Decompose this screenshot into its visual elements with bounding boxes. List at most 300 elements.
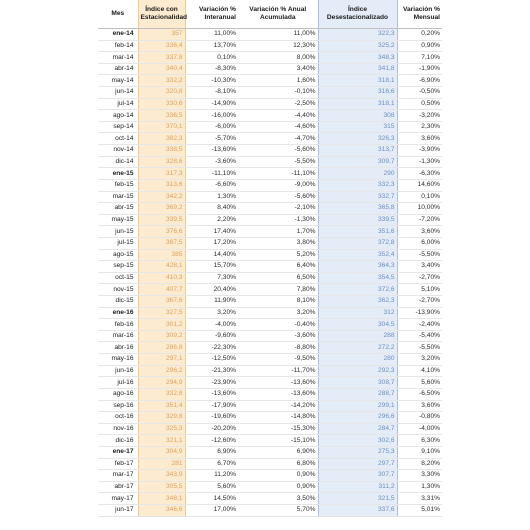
cell-variacion-mensual: 3,30% (397, 470, 442, 482)
cell-variacion-acumulada: 3,20% (238, 307, 318, 319)
cell-mes: abr-14 (98, 63, 138, 75)
table-row (98, 330, 442, 342)
cell-variacion-interanual: 0,10% (185, 52, 238, 64)
cell-mes: ene-14 (98, 29, 138, 41)
cell-variacion-acumulada: 8,10% (238, 296, 318, 308)
cell-variacion-acumulada: 1,60% (238, 75, 318, 87)
cell-variacion-mensual: 14,60% (397, 179, 442, 191)
cell-indice-estacionalidad: 387,5 (138, 237, 185, 249)
table-row (98, 87, 442, 99)
cell-variacion-acumulada: -1,30% (238, 214, 318, 226)
cell-indice-estacionalidad: 376,6 (138, 226, 185, 238)
cell-variacion-acumulada: 6,50% (238, 272, 318, 284)
table-row (98, 75, 442, 87)
header-row (98, 0, 442, 29)
cell-indice-estacionalidad: 305,5 (138, 481, 185, 493)
cell-variacion-interanual: 14,50% (185, 493, 238, 505)
table-row (98, 226, 442, 238)
cell-indice-estacionalidad: 297,1 (138, 354, 185, 366)
cell-mes: feb-17 (98, 458, 138, 470)
cell-variacion-interanual: 6,70% (185, 458, 238, 470)
header-variacion-acumulada: Variación % Anual Acumulada (238, 0, 318, 29)
cell-variacion-acumulada: 11,00% (238, 29, 318, 41)
cell-mes: oct-14 (98, 133, 138, 145)
cell-variacion-acumulada: -9,50% (238, 354, 318, 366)
cell-indice-estacionalidad: 296,2 (138, 365, 185, 377)
table-row (98, 354, 442, 366)
cell-variacion-mensual: 4,10% (397, 365, 442, 377)
cell-mes: nov-15 (98, 284, 138, 296)
cell-mes: may-17 (98, 493, 138, 505)
cell-indice-desestacionalizado: 332,3 (318, 179, 397, 191)
cell-variacion-mensual: 3,60% (397, 133, 442, 145)
cell-variacion-interanual: 6,90% (185, 446, 238, 458)
cell-indice-desestacionalizado: 318,1 (318, 75, 397, 87)
cell-variacion-interanual: -16,00% (185, 110, 238, 122)
cell-variacion-acumulada: 12,30% (238, 40, 318, 52)
cell-variacion-interanual: -3,60% (185, 156, 238, 168)
cell-mes: sep-15 (98, 261, 138, 273)
cell-variacion-mensual: -0,80% (397, 412, 442, 424)
table-row (98, 388, 442, 400)
cell-variacion-acumulada: 0,90% (238, 470, 318, 482)
cell-indice-desestacionalizado: 322,3 (318, 29, 397, 41)
cell-variacion-mensual: 1,30% (397, 481, 442, 493)
cell-indice-desestacionalizado: 307,7 (318, 470, 397, 482)
cell-variacion-interanual: -5,70% (185, 133, 238, 145)
cell-indice-desestacionalizado: 297,7 (318, 458, 397, 470)
cell-variacion-acumulada: -0,40% (238, 319, 318, 331)
cell-variacion-acumulada: -14,80% (238, 412, 318, 424)
cell-indice-desestacionalizado: 315 (318, 121, 397, 133)
cell-variacion-mensual: 5,01% (397, 504, 442, 516)
cell-mes: nov-14 (98, 145, 138, 157)
cell-indice-estacionalidad: 382,3 (138, 133, 185, 145)
cell-mes: feb-14 (98, 40, 138, 52)
table-row (98, 203, 442, 215)
cell-indice-estacionalidad: 329,8 (138, 412, 185, 424)
cell-variacion-acumulada: 8,00% (238, 52, 318, 64)
cell-indice-estacionalidad: 328,6 (138, 156, 185, 168)
table-row (98, 319, 442, 331)
cell-variacion-interanual: 7,30% (185, 272, 238, 284)
cell-variacion-acumulada: -4,60% (238, 121, 318, 133)
cell-indice-desestacionalizado: 341,8 (318, 63, 397, 75)
table-row (98, 168, 442, 180)
cell-variacion-acumulada: -8,80% (238, 342, 318, 354)
cell-indice-desestacionalizado: 354,5 (318, 272, 397, 284)
cell-indice-desestacionalizado: 290 (318, 168, 397, 180)
cell-variacion-interanual: -12,50% (185, 354, 238, 366)
table-row (98, 307, 442, 319)
cell-variacion-interanual: 14,40% (185, 249, 238, 261)
cell-variacion-interanual: -6,60% (185, 179, 238, 191)
cell-variacion-mensual: -3,20% (397, 110, 442, 122)
cell-variacion-acumulada: -5,60% (238, 191, 318, 203)
cell-indice-estacionalidad: 410,3 (138, 272, 185, 284)
table-row (98, 191, 442, 203)
cell-mes: mar-16 (98, 330, 138, 342)
header-indice-estacionalidad: Índice con Estacionalidad (138, 0, 185, 29)
cell-indice-desestacionalizado: 299,1 (318, 400, 397, 412)
cell-variacion-mensual: -1,90% (397, 63, 442, 75)
cell-variacion-acumulada: 6,40% (238, 261, 318, 273)
cell-variacion-interanual: -23,90% (185, 377, 238, 389)
cell-variacion-interanual: -6,00% (185, 121, 238, 133)
cell-variacion-mensual: 3,60% (397, 226, 442, 238)
cell-variacion-interanual: 17,40% (185, 226, 238, 238)
cell-variacion-acumulada: -3,60% (238, 330, 318, 342)
spreadsheet-table (98, 0, 442, 517)
table-row (98, 504, 442, 516)
cell-variacion-interanual: -17,90% (185, 400, 238, 412)
cell-variacion-acumulada: -15,30% (238, 423, 318, 435)
table-row (98, 342, 442, 354)
cell-mes: sep-14 (98, 121, 138, 133)
cell-variacion-acumulada: 3,40% (238, 63, 318, 75)
cell-variacion-mensual: -7,20% (397, 214, 442, 226)
table-row (98, 296, 442, 308)
cell-mes: ene-17 (98, 446, 138, 458)
cell-indice-desestacionalizado: 332,7 (318, 191, 397, 203)
cell-variacion-interanual: 5,60% (185, 481, 238, 493)
cell-variacion-interanual: 11,00% (185, 29, 238, 41)
cell-variacion-acumulada: -2,10% (238, 203, 318, 215)
cell-indice-estacionalidad: 339,5 (138, 214, 185, 226)
cell-indice-estacionalidad: 327,5 (138, 307, 185, 319)
cell-variacion-interanual: 3,20% (185, 307, 238, 319)
cell-indice-estacionalidad: 340,4 (138, 63, 185, 75)
cell-variacion-mensual: -6,90% (397, 75, 442, 87)
table-row (98, 365, 442, 377)
cell-mes: may-14 (98, 75, 138, 87)
cell-indice-desestacionalizado: 304,5 (318, 319, 397, 331)
table-row (98, 249, 442, 261)
cell-indice-estacionalidad: 367,6 (138, 296, 185, 308)
cell-variacion-mensual: 6,30% (397, 435, 442, 447)
cell-indice-estacionalidad: 301,2 (138, 319, 185, 331)
cell-variacion-interanual: -4,00% (185, 319, 238, 331)
cell-indice-desestacionalizado: 348,3 (318, 52, 397, 64)
table-row (98, 63, 442, 75)
cell-indice-desestacionalizado: 352,4 (318, 249, 397, 261)
cell-mes: feb-16 (98, 319, 138, 331)
cell-variacion-mensual: 10,00% (397, 203, 442, 215)
cell-indice-desestacionalizado: 275,3 (318, 446, 397, 458)
cell-indice-desestacionalizado: 372,6 (318, 284, 397, 296)
cell-variacion-mensual: 5,60% (397, 377, 442, 389)
cell-mes: mar-14 (98, 52, 138, 64)
cell-variacion-acumulada: -4,40% (238, 110, 318, 122)
table-row (98, 98, 442, 110)
table-row (98, 493, 442, 505)
cell-indice-estacionalidad: 281 (138, 458, 185, 470)
cell-indice-desestacionalizado: 339,5 (318, 214, 397, 226)
cell-indice-estacionalidad: 294,9 (138, 377, 185, 389)
cell-indice-desestacionalizado: 372,8 (318, 237, 397, 249)
cell-indice-desestacionalizado: 364,3 (318, 261, 397, 273)
table-body (98, 29, 442, 517)
cell-variacion-mensual: -5,40% (397, 330, 442, 342)
table-row (98, 145, 442, 157)
cell-indice-estacionalidad: 330,6 (138, 98, 185, 110)
cell-indice-estacionalidad: 304,9 (138, 446, 185, 458)
cell-variacion-mensual: -0,50% (397, 87, 442, 99)
cell-indice-desestacionalizado: 272,2 (318, 342, 397, 354)
cell-indice-estacionalidad: 325,3 (138, 423, 185, 435)
cell-indice-estacionalidad: 313,6 (138, 179, 185, 191)
table-row (98, 481, 442, 493)
cell-mes: ago-15 (98, 249, 138, 261)
cell-indice-desestacionalizado: 351,6 (318, 226, 397, 238)
cell-variacion-mensual: 0,20% (397, 29, 442, 41)
cell-variacion-acumulada: -4,70% (238, 133, 318, 145)
cell-variacion-acumulada: -11,10% (238, 168, 318, 180)
cell-variacion-acumulada: -5,50% (238, 156, 318, 168)
cell-variacion-mensual: -4,00% (397, 423, 442, 435)
cell-indice-desestacionalizado: 292,3 (318, 365, 397, 377)
cell-variacion-acumulada: -15,10% (238, 435, 318, 447)
cell-indice-estacionalidad: 346,6 (138, 504, 185, 516)
cell-variacion-interanual: 11,20% (185, 470, 238, 482)
cell-indice-estacionalidad: 317,3 (138, 168, 185, 180)
table-row (98, 261, 442, 273)
cell-variacion-mensual: 3,31% (397, 493, 442, 505)
cell-variacion-acumulada: 6,90% (238, 446, 318, 458)
cell-variacion-mensual: 3,20% (397, 354, 442, 366)
cell-mes: dic-16 (98, 435, 138, 447)
table-row (98, 29, 442, 41)
cell-variacion-interanual: -11,10% (185, 168, 238, 180)
cell-mes: jun-16 (98, 365, 138, 377)
cell-indice-estacionalidad: 337,8 (138, 52, 185, 64)
cell-indice-desestacionalizado: 318,1 (318, 98, 397, 110)
cell-indice-estacionalidad: 321,1 (138, 435, 185, 447)
cell-variacion-interanual: -13,60% (185, 145, 238, 157)
cell-variacion-acumulada: 7,80% (238, 284, 318, 296)
cell-variacion-mensual: 0,10% (397, 191, 442, 203)
cell-variacion-mensual: -3,90% (397, 145, 442, 157)
cell-variacion-interanual: 8,40% (185, 203, 238, 215)
cell-mes: sep-16 (98, 400, 138, 412)
cell-indice-desestacionalizado: 337,6 (318, 504, 397, 516)
table-row (98, 179, 442, 191)
table-row (98, 237, 442, 249)
cell-mes: oct-15 (98, 272, 138, 284)
cell-indice-desestacionalizado: 316,6 (318, 87, 397, 99)
table-row (98, 435, 442, 447)
table-row (98, 470, 442, 482)
cell-variacion-mensual: -6,30% (397, 168, 442, 180)
cell-indice-desestacionalizado: 325,2 (318, 40, 397, 52)
cell-indice-estacionalidad: 407,7 (138, 284, 185, 296)
cell-mes: ago-16 (98, 388, 138, 400)
cell-mes: ago-14 (98, 110, 138, 122)
cell-variacion-interanual: 17,20% (185, 237, 238, 249)
cell-indice-estacionalidad: 336,5 (138, 110, 185, 122)
cell-mes: jul-15 (98, 237, 138, 249)
cell-variacion-mensual: 3,40% (397, 261, 442, 273)
cell-variacion-acumulada: 5,70% (238, 504, 318, 516)
cell-variacion-acumulada: -9,00% (238, 179, 318, 191)
cell-variacion-mensual: -6,50% (397, 388, 442, 400)
cell-variacion-mensual: -13,90% (397, 307, 442, 319)
cell-indice-desestacionalizado: 321,5 (318, 493, 397, 505)
cell-mes: jun-15 (98, 226, 138, 238)
cell-mes: ene-15 (98, 168, 138, 180)
table-row (98, 377, 442, 389)
cell-mes: mar-17 (98, 470, 138, 482)
cell-indice-estacionalidad: 428,1 (138, 261, 185, 273)
cell-indice-estacionalidad: 385 (138, 249, 185, 261)
cell-variacion-interanual: 11,90% (185, 296, 238, 308)
cell-indice-desestacionalizado: 309,7 (318, 156, 397, 168)
cell-indice-desestacionalizado: 326,3 (318, 133, 397, 145)
cell-variacion-acumulada: -0,10% (238, 87, 318, 99)
cell-indice-desestacionalizado: 365,8 (318, 203, 397, 215)
cell-variacion-acumulada: 6,80% (238, 458, 318, 470)
cell-variacion-interanual: -10,30% (185, 75, 238, 87)
cell-mes: may-15 (98, 214, 138, 226)
cell-indice-desestacionalizado: 308 (318, 110, 397, 122)
cell-variacion-acumulada: 3,80% (238, 237, 318, 249)
cell-variacion-acumulada: -13,60% (238, 388, 318, 400)
header-indice-desestacionalizado: Índice Desestacionalizado (318, 0, 397, 29)
cell-variacion-interanual: 15,70% (185, 261, 238, 273)
cell-indice-desestacionalizado: 313,7 (318, 145, 397, 157)
cell-variacion-acumulada: -2,50% (238, 98, 318, 110)
cell-indice-estacionalidad: 343,9 (138, 470, 185, 482)
cell-variacion-mensual: 2,30% (397, 121, 442, 133)
cell-variacion-interanual: 1,30% (185, 191, 238, 203)
cell-indice-estacionalidad: 309,2 (138, 330, 185, 342)
cell-variacion-acumulada: 0,90% (238, 481, 318, 493)
cell-indice-desestacionalizado: 312 (318, 307, 397, 319)
cell-indice-desestacionalizado: 362,3 (318, 296, 397, 308)
cell-mes: mar-15 (98, 191, 138, 203)
table-row (98, 272, 442, 284)
cell-variacion-interanual: -19,60% (185, 412, 238, 424)
cell-variacion-acumulada: -11,70% (238, 365, 318, 377)
cell-variacion-acumulada: -13,60% (238, 377, 318, 389)
header-variacion-mensual: Variación % Mensual (397, 0, 442, 29)
header-variacion-interanual: Variación % Interanual (185, 0, 238, 29)
cell-indice-estacionalidad: 342,2 (138, 191, 185, 203)
cell-mes: jun-17 (98, 504, 138, 516)
cell-variacion-interanual: -22,30% (185, 342, 238, 354)
cell-indice-estacionalidad: 332,2 (138, 75, 185, 87)
table-row (98, 52, 442, 64)
cell-indice-estacionalidad: 348,1 (138, 493, 185, 505)
cell-indice-estacionalidad: 286,8 (138, 342, 185, 354)
cell-variacion-acumulada: 3,50% (238, 493, 318, 505)
cell-variacion-mensual: 3,60% (397, 400, 442, 412)
cell-indice-desestacionalizado: 284,7 (318, 423, 397, 435)
cell-mes: jul-16 (98, 377, 138, 389)
cell-variacion-mensual: -2,70% (397, 296, 442, 308)
cell-indice-estacionalidad: 369,2 (138, 203, 185, 215)
data-table (98, 0, 442, 517)
cell-variacion-interanual: 20,40% (185, 284, 238, 296)
cell-variacion-mensual: -2,70% (397, 272, 442, 284)
table-row (98, 284, 442, 296)
table-row (98, 400, 442, 412)
cell-variacion-mensual: -5,50% (397, 249, 442, 261)
cell-variacion-acumulada: 1,70% (238, 226, 318, 238)
table-row (98, 423, 442, 435)
cell-mes: nov-16 (98, 423, 138, 435)
cell-mes: feb-15 (98, 179, 138, 191)
cell-indice-desestacionalizado: 288,7 (318, 388, 397, 400)
cell-mes: dic-14 (98, 156, 138, 168)
cell-indice-estacionalidad: 332,8 (138, 388, 185, 400)
cell-mes: may-16 (98, 354, 138, 366)
cell-mes: abr-16 (98, 342, 138, 354)
cell-indice-estacionalidad: 320,8 (138, 87, 185, 99)
cell-indice-estacionalidad: 357 (138, 29, 185, 41)
cell-indice-desestacionalizado: 296,6 (318, 412, 397, 424)
cell-indice-estacionalidad: 351,4 (138, 400, 185, 412)
cell-indice-estacionalidad: 336,4 (138, 40, 185, 52)
cell-mes: jun-14 (98, 87, 138, 99)
cell-variacion-interanual: -12,60% (185, 435, 238, 447)
cell-variacion-interanual: 17,00% (185, 504, 238, 516)
cell-mes: abr-15 (98, 203, 138, 215)
cell-variacion-interanual: 13,70% (185, 40, 238, 52)
cell-variacion-acumulada: 5,20% (238, 249, 318, 261)
cell-variacion-mensual: 0,50% (397, 98, 442, 110)
cell-variacion-mensual: -5,50% (397, 342, 442, 354)
cell-variacion-mensual: 6,00% (397, 237, 442, 249)
cell-indice-desestacionalizado: 288 (318, 330, 397, 342)
cell-indice-desestacionalizado: 311,2 (318, 481, 397, 493)
table-row (98, 121, 442, 133)
cell-variacion-acumulada: -5,60% (238, 145, 318, 157)
cell-mes: dic-15 (98, 296, 138, 308)
cell-indice-estacionalidad: 338,5 (138, 145, 185, 157)
cell-variacion-interanual: -13,60% (185, 388, 238, 400)
table-row (98, 133, 442, 145)
cell-variacion-mensual: 9,10% (397, 446, 442, 458)
table-row (98, 110, 442, 122)
table-row (98, 458, 442, 470)
cell-variacion-interanual: -20,20% (185, 423, 238, 435)
cell-mes: oct-16 (98, 412, 138, 424)
cell-variacion-mensual: 0,90% (397, 40, 442, 52)
cell-indice-desestacionalizado: 302,6 (318, 435, 397, 447)
cell-variacion-interanual: -14,90% (185, 98, 238, 110)
table-row (98, 214, 442, 226)
cell-mes: jul-14 (98, 98, 138, 110)
cell-variacion-interanual: -8,30% (185, 63, 238, 75)
cell-variacion-acumulada: -14,20% (238, 400, 318, 412)
header-mes: Mes (98, 0, 138, 29)
cell-variacion-mensual: -2,40% (397, 319, 442, 331)
cell-variacion-mensual: 7,10% (397, 52, 442, 64)
cell-indice-desestacionalizado: 280 (318, 354, 397, 366)
cell-mes: ene-16 (98, 307, 138, 319)
cell-variacion-mensual: -1,30% (397, 156, 442, 168)
cell-variacion-mensual: 5,10% (397, 284, 442, 296)
table-row (98, 446, 442, 458)
cell-variacion-interanual: -21,30% (185, 365, 238, 377)
cell-variacion-mensual: 8,20% (397, 458, 442, 470)
cell-variacion-interanual: 2,20% (185, 214, 238, 226)
cell-mes: abr-17 (98, 481, 138, 493)
cell-variacion-interanual: -9,60% (185, 330, 238, 342)
table-row (98, 156, 442, 168)
table-row (98, 412, 442, 424)
